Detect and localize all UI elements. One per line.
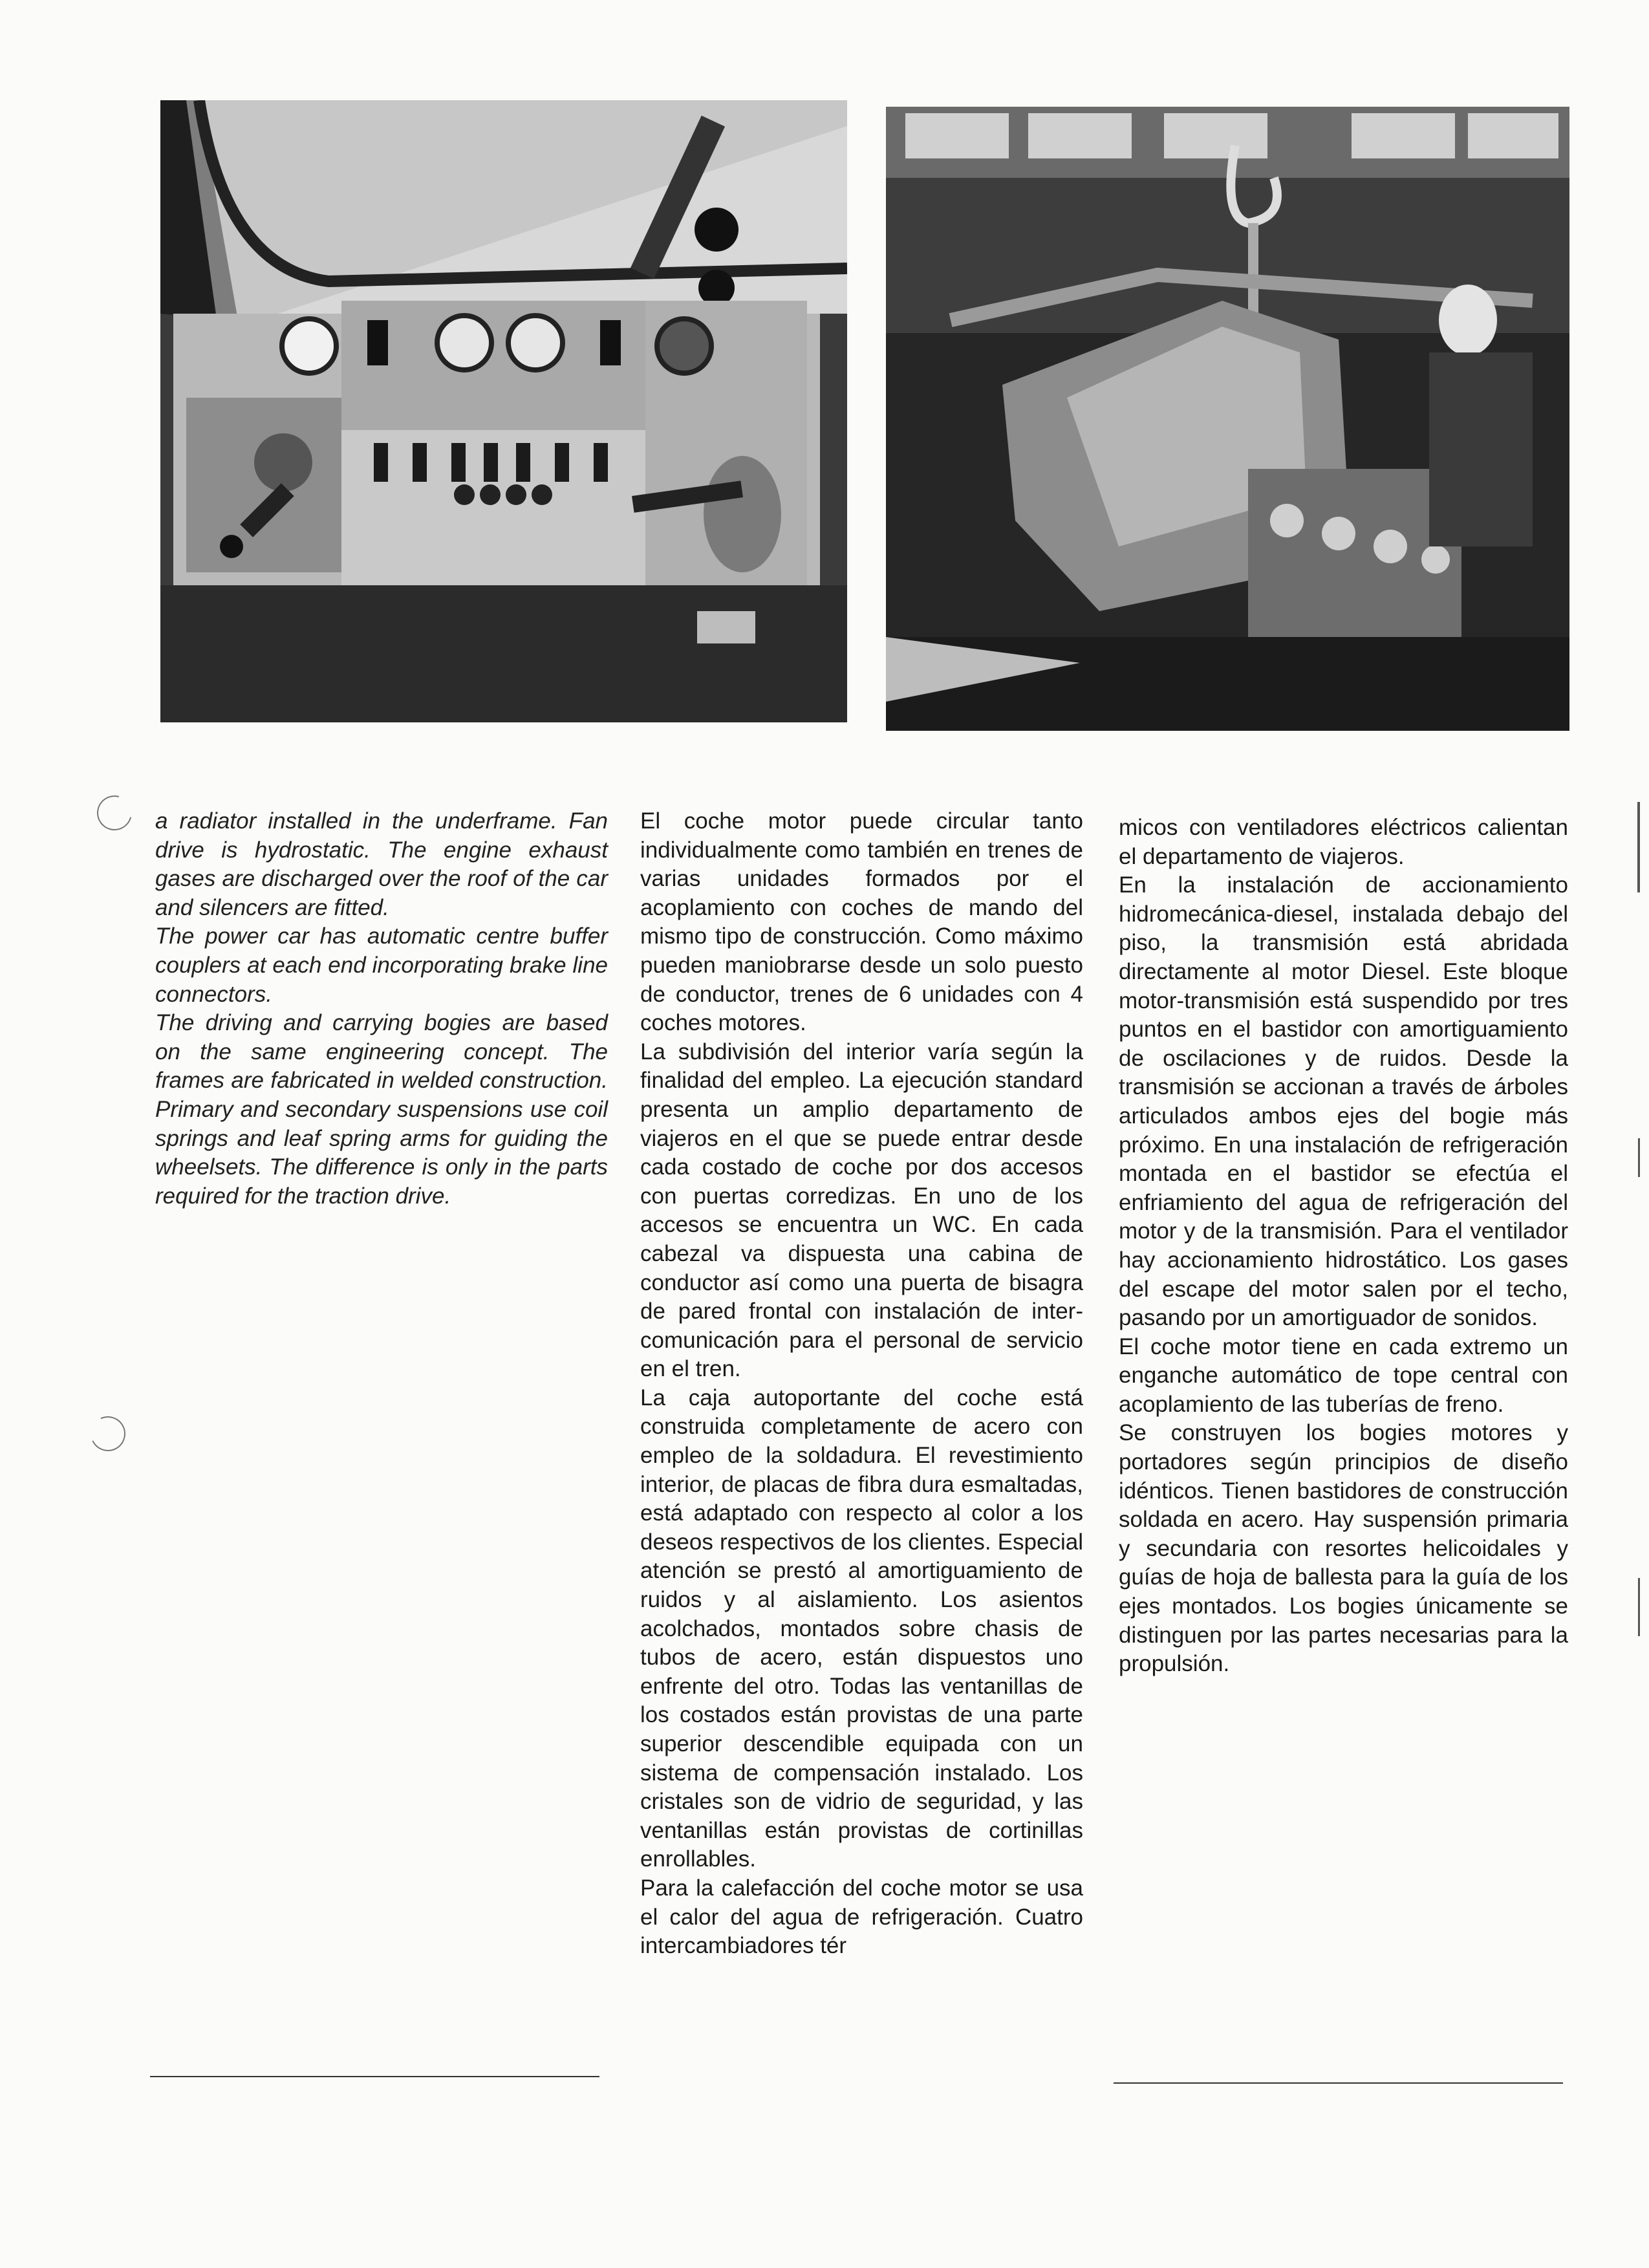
cab-photo-drawing (160, 100, 847, 722)
punch-hole-mark (91, 789, 138, 837)
spanish-paragraph: La caja autoportante del coche está construida completamente de acero con empleo de la soldadura. El revestimiento interior, de placas de fibra dura esmaltadas, está adaptado con respecto al color a los deseos respectivos de los clientes. Especial atención se prestó al amortiguamiento de ruidos y al aislamiento. Los asientos acolchados, montados sobre chasis de tubos de acero, están dispuestos uno enfrente del otro. Todas las ventanillas de los costados están provistas de una parte superior descendible equipada con un sistema de compensación instalado. Los cristales son de vidrio de seguridad, y las ventanillas están provistas de cortinillas enrollables. (640, 1385, 1083, 1872)
spanish-paragraph: La subdivisión del interior varía según la finalidad del empleo. La ejecución standard presenta un amplio departamento de viajeros en el que se puede entrar desde cada costado de coche por dos accesos con puertas corredizas. En uno de los accesos se encuentra un WC. En cada cabezal va dispuesta una cabina de conductor así como una puerta de bisagra de pared frontal con instalación de intercomunicación para el personal de servicio en el tren. (640, 1039, 1083, 1382)
driver-cab-control-desk-photo (160, 100, 847, 722)
english-paragraph: The power car has automatic centre buffer couplers at each end incorporating brake line connectors. (155, 923, 608, 1007)
spanish-paragraph: Se construyen los bogies motores y portadores según principios de diseño idénticos. Tienen bastidores de construcción soldada en acero. Hay suspensión primaria y secundaria con resortes helicoidales y guías de hoja de ballesta para la guía de los ejes montados. Los bogies únicamente se distinguen por las partes necesarias para la propulsión. (1119, 1420, 1568, 1677)
footer-rule-left (150, 2076, 599, 2077)
spanish-text-column-1 (640, 807, 1083, 1961)
english-paragraph: a radiator installed in the underframe. Fan drive is hydrostatic. The engine exhaust gases are discharged over the roof of the car and silencers are fitted. (155, 808, 608, 920)
english-paragraph: The driving and carrying bogies are based on the same engineering concept. The frames are fabricated in welded construction. Primary and secondary suspensions use coil springs and leaf spring arms for guiding the wheelsets. The difference is only in the parts required for the traction drive. (155, 1010, 608, 1209)
spanish-paragraph: El coche motor puede circular tanto individualmente como también en trenes de varias unidades formados por el acoplamiento con coches de mando del mismo tipo de construcción. Como máximo pueden maniobrarse desde un solo puesto de conductor, trenes de 6 unidades con 4 coches motores. (640, 808, 1083, 1036)
spanish-paragraph: Para la calefacción del coche motor se usa el calor del agua de refrigeración. Cuatro intercambiadores tér (640, 1875, 1083, 1959)
spanish-paragraph: El coche motor tiene en cada extremo un enganche automático de tope central con acoplamiento de las tuberías de freno. (1119, 1334, 1568, 1417)
punch-hole-mark (85, 1411, 130, 1456)
scan-edge-mark (1638, 1138, 1640, 1177)
spanish-paragraph: En la instalación de accionamiento hidromecánica-diesel, instalada debajo del piso, la transmisión está abridada directamente al motor Diesel. Este bloque motor-transmisión está suspendido por tres puntos en el bastidor con amortiguamiento de oscilaciones y de ruidos. Desde la transmisión se accionan a través de árboles articulados ambos ejes del bogie más próximo. En una instalación de refrigeración montada en el bastidor se efectúa el enfriamiento del agua de refrigeración del motor y de la transmisión. Para el ventilador hay accionamiento hidrostático. Los gases del escape del motor salen por el techo, pasando por un amortiguador de sonidos. (1119, 872, 1568, 1331)
engine-transmission-unit-hoist-photo (886, 107, 1569, 731)
engine-photo-drawing (886, 107, 1569, 731)
scan-edge-mark (1637, 802, 1640, 892)
footer-rule-right (1114, 2082, 1563, 2084)
scan-edge-mark (1638, 1578, 1640, 1636)
spanish-paragraph: micos con ventiladores eléctricos calientan el departamento de viajeros. (1119, 815, 1568, 869)
spanish-text-column-2 (1119, 814, 1568, 1679)
english-text-column (155, 807, 608, 1211)
